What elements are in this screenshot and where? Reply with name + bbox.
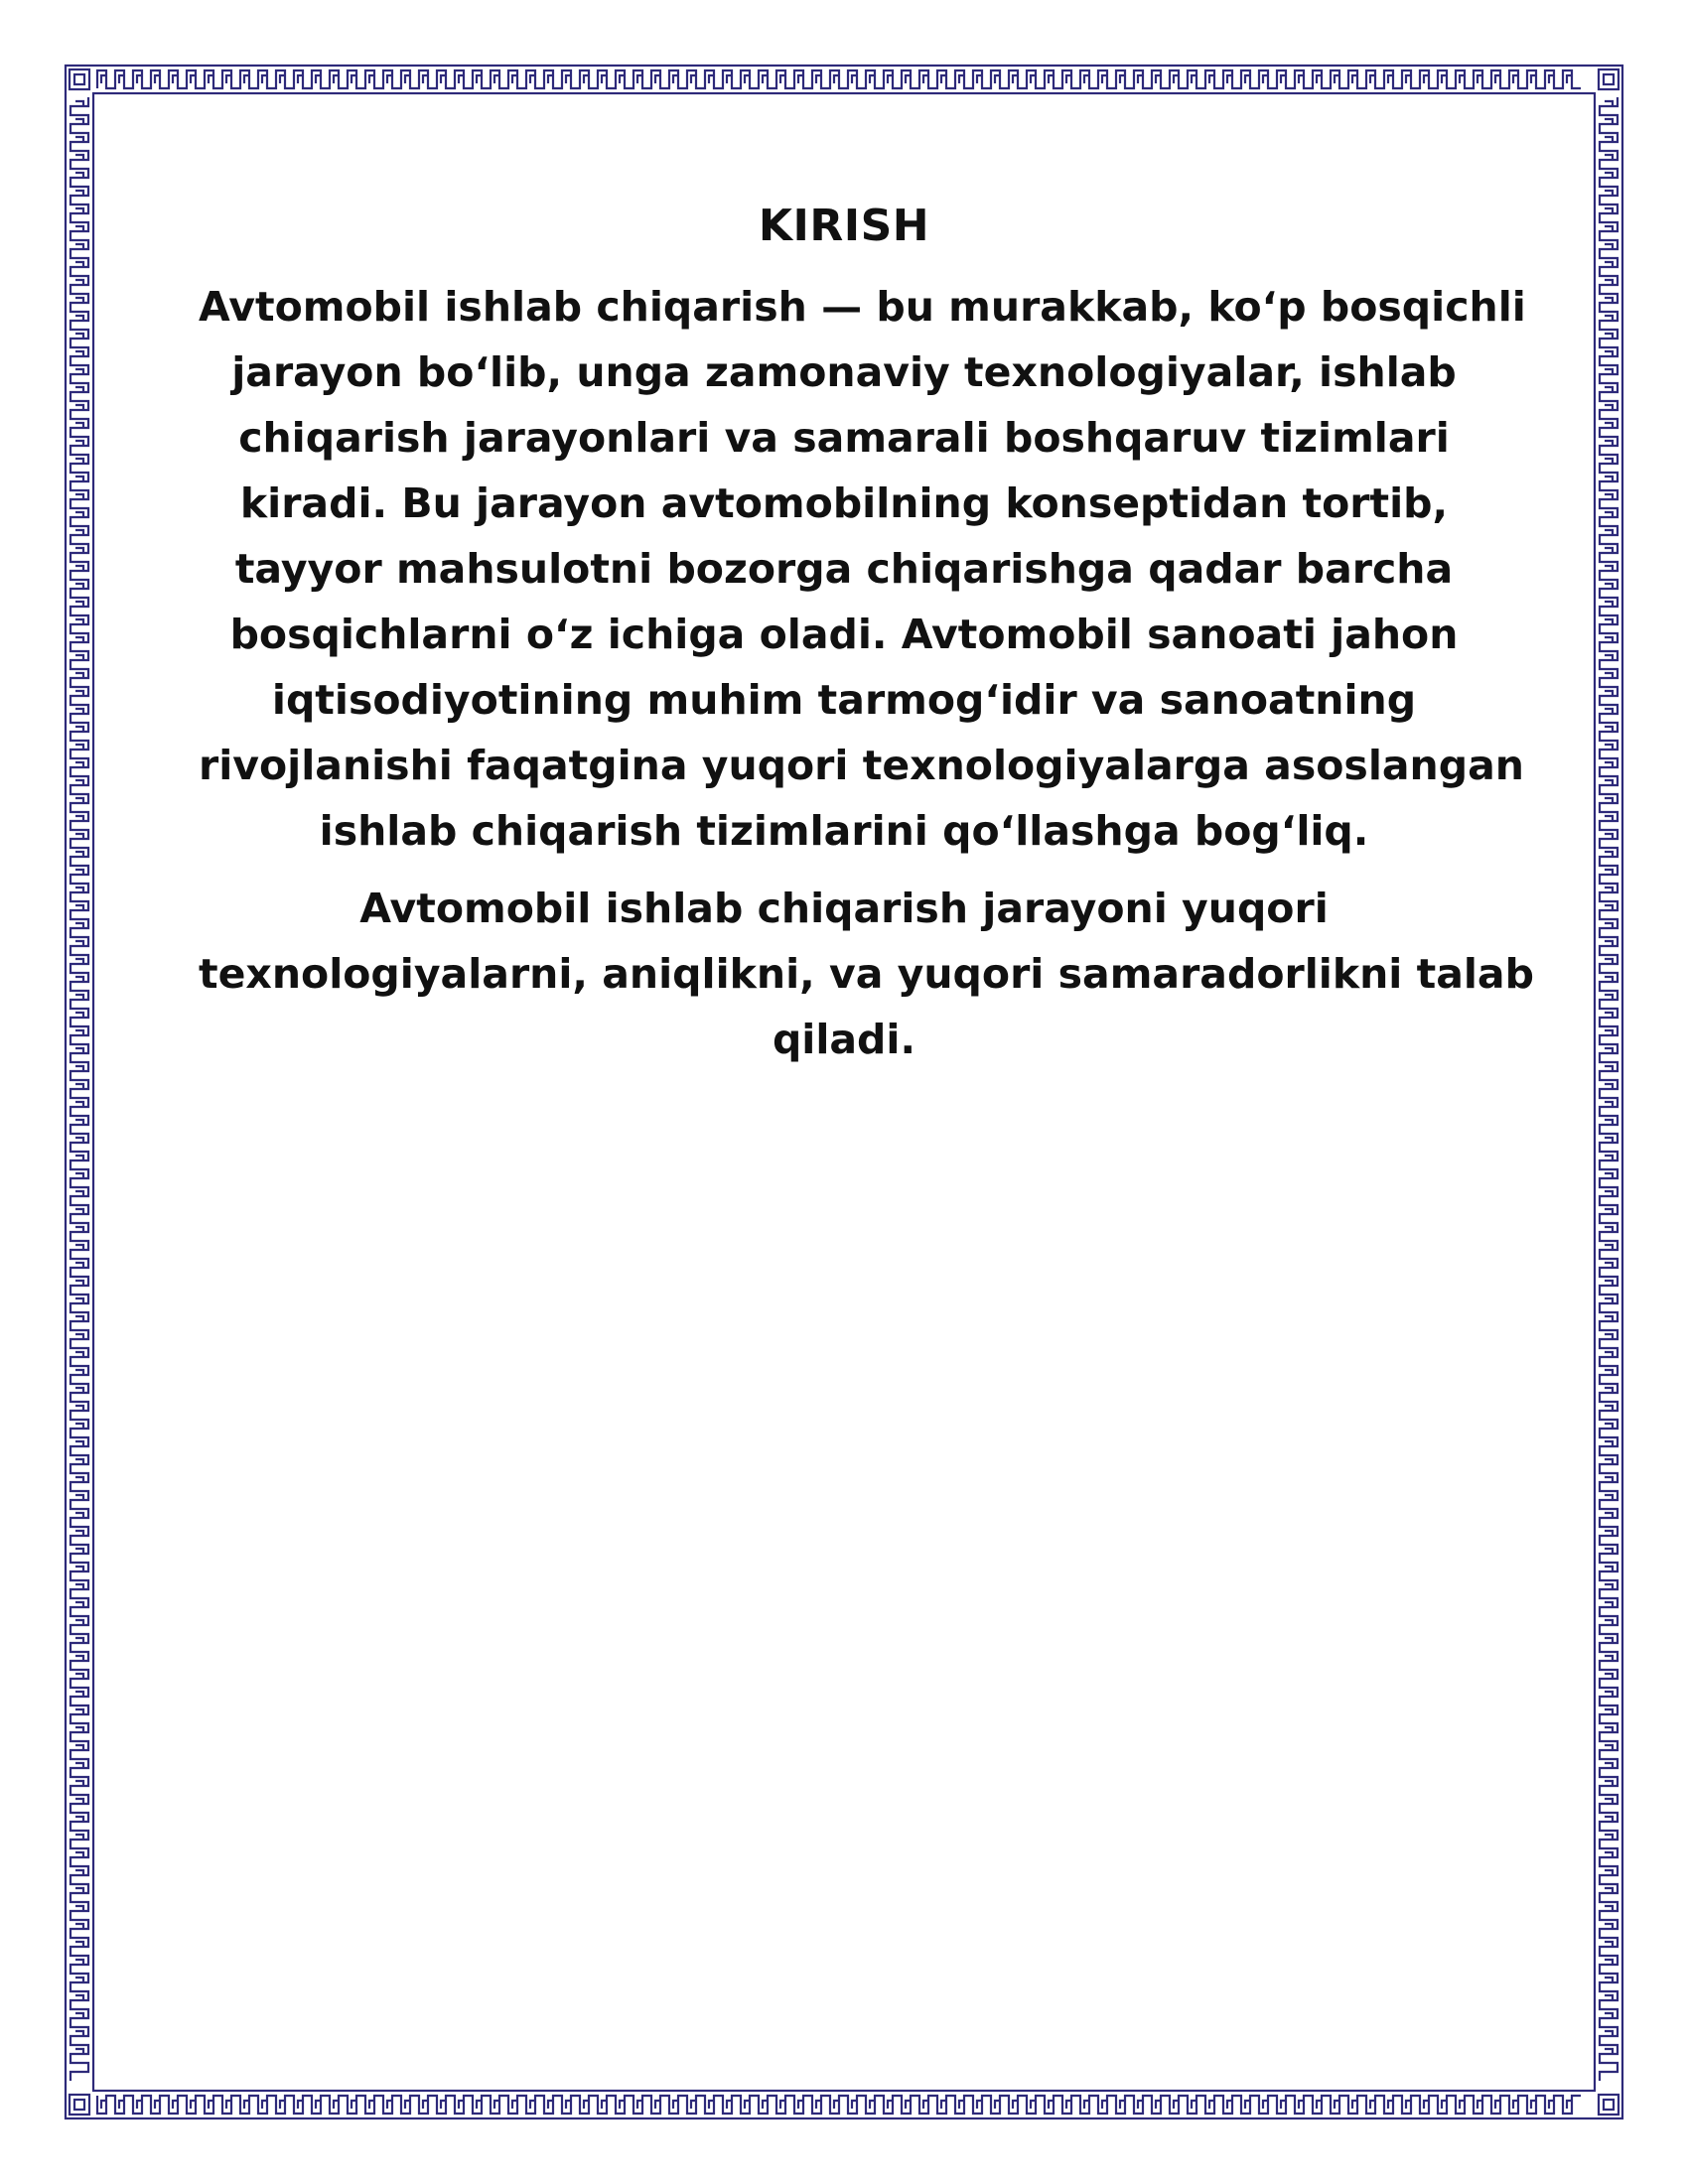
paragraph-line: texnologiyalarni, aniqlikni, va yuqori samaradorlikni talab [199,950,1534,998]
paragraph-2 [199,876,1534,1072]
page-title: KIRISH [758,201,930,251]
paragraph-line: Avtomobil ishlab chiqarish — bu murakkab, ko‘p bosqichli [199,283,1526,331]
paragraph-line: rivojlanishi faqatgina yuqori texnologiyalarga asoslangan [199,742,1524,789]
paragraph-line: Avtomobil ishlab chiqarish jarayoni yuqori [359,885,1329,932]
paragraph-line: bosqichlarni o‘z ichiga oladi. Avtomobil sanoati jahon [229,611,1459,658]
paragraph-line: jarayon bo‘lib, unga zamonaviy texnologiyalar, ishlab [231,348,1457,396]
paragraph-line: kiradi. Bu jarayon avtomobilning konseptidan tortib, [239,479,1449,527]
paragraph-line: ishlab chiqarish tizimlarini qo‘llashga bog‘liq. [319,807,1369,855]
paragraph-line: iqtisodiyotining muhim tarmog‘idir va sanoatning [271,676,1417,724]
paragraph-line: chiqarish jarayonlari va samarali boshqaruv tizimlari [238,414,1450,462]
paragraph-line: qiladi. [772,1016,916,1063]
paragraph-1 [199,274,1526,864]
document-body [199,197,1534,1084]
paragraph-line: tayyor mahsulotni bozorga chiqarishga qadar barcha [234,545,1454,593]
